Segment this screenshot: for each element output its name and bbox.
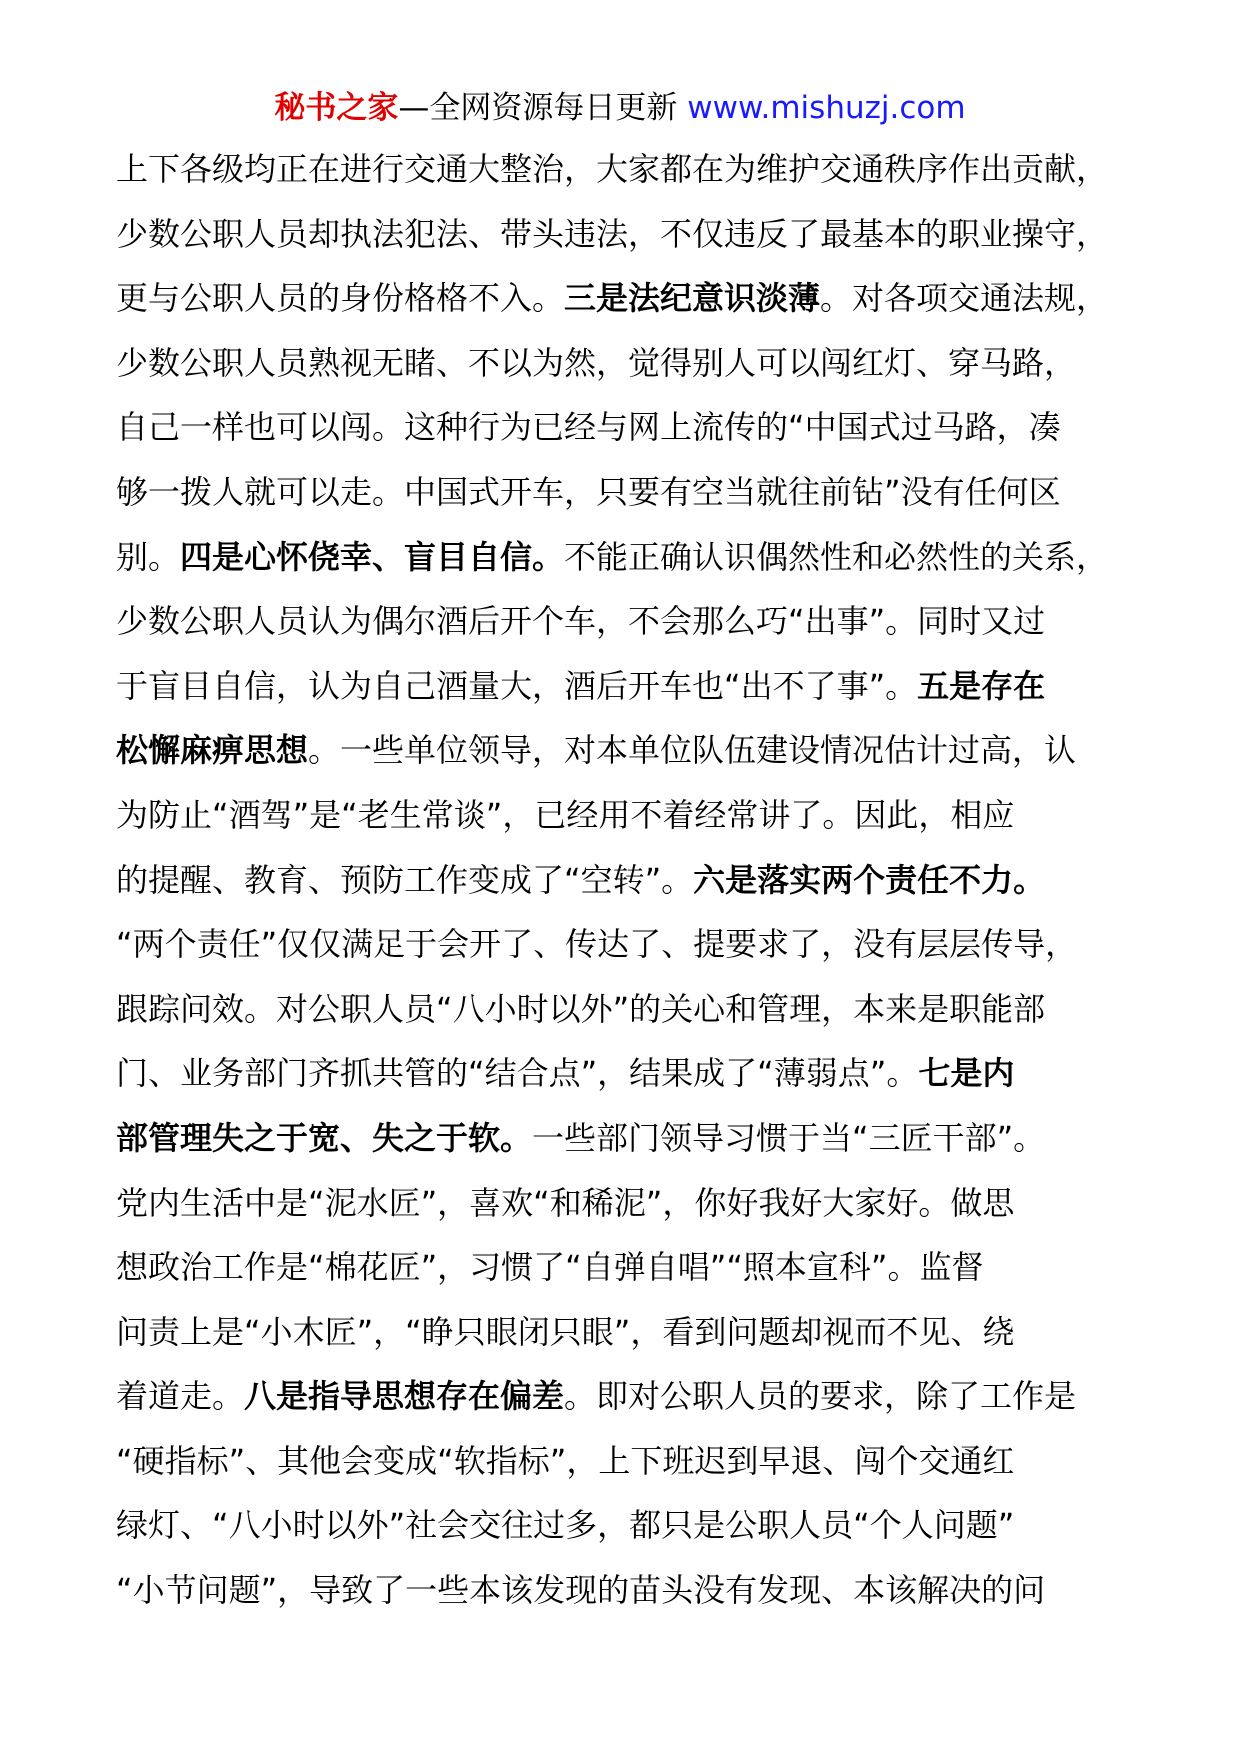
site-url-link[interactable]: www.mishuzj.com [687, 90, 966, 126]
text-line [116, 1558, 1156, 1623]
text-segment: 。对各项交通法规， [820, 279, 1109, 318]
bold-heading-segment: 五是存在 [917, 666, 1046, 705]
site-brand: 秘书之家 [274, 90, 399, 126]
bold-heading-segment: 部管理失之于宽、失之于软。 [116, 1118, 533, 1157]
text-segment: “硬指标”、其他会变成“软指标”，上下班迟到早退、闯个交通红 [116, 1441, 1015, 1480]
text-segment: “两个责任”仅仅满足于会开了、传达了、提要求了，没有层层传导， [116, 925, 1078, 964]
text-segment: 上下各级均正在进行交通大整治，大家都在为维护交通秩序作出贡献， [116, 150, 1109, 188]
text-line [116, 1493, 1156, 1558]
text-segment: 。一些单位领导，对本单位队伍建设情况估计过高，认 [308, 731, 1077, 770]
text-segment: “小节问题”，导致了一些本该发现的苗头没有发现、本该解决的问 [116, 1571, 1046, 1610]
text-segment: 少数公职人员熟视无睹、不以为然，觉得别人可以闯红灯、穿马路， [116, 343, 1077, 382]
text-line [116, 912, 1156, 977]
text-segment: 。即对公职人员的要求，除了工作是 [564, 1377, 1077, 1416]
text-line [116, 654, 1156, 719]
site-tagline: —全网资源每日更新 [398, 90, 678, 126]
text-line [116, 460, 1156, 525]
bold-heading-segment: 三是法纪意识淡薄 [564, 279, 821, 318]
text-segment: 够一拨人就可以走。中国式开车，只要有空当就往前钻”没有任何区 [116, 472, 1061, 511]
text-line [116, 1041, 1156, 1106]
text-segment: 绿灯、“八小时以外”社会交往过多，都只是公职人员“个人问题” [116, 1506, 1015, 1545]
text-line [116, 977, 1156, 1042]
text-segment: 不能正确认识偶然性和必然性的关系， [564, 537, 1109, 576]
bold-heading-segment: 松懈麻痹思想 [116, 731, 309, 770]
text-segment: 党内生活中是“泥水匠”，喜欢“和稀泥”，你好我好大家好。做思 [116, 1183, 1015, 1222]
text-line [116, 266, 1156, 331]
text-segment: 少数公职人员认为偶尔酒后开个车，不会那么巧“出事”。同时又过 [116, 602, 1046, 641]
text-segment: 自己一样也可以闯。这种行为已经与网上流传的“中国式过马路，凑 [116, 408, 1061, 447]
text-line [116, 525, 1156, 590]
article-body [116, 137, 1156, 1623]
text-line [116, 1171, 1156, 1236]
text-line [116, 1429, 1156, 1494]
text-segment: 着道走。 [116, 1377, 245, 1416]
text-line [116, 1235, 1156, 1300]
text-line [116, 1106, 1156, 1171]
text-line [116, 1364, 1156, 1429]
text-line [116, 589, 1156, 654]
text-segment: 别。 [116, 537, 181, 576]
text-segment: 更与公职人员的身份格格不入。 [116, 279, 565, 318]
text-segment: 少数公职人员却执法犯法、带头违法，不仅违反了最基本的职业操守， [116, 214, 1109, 253]
text-segment: 的提醒、教育、预防工作变成了“空转”。 [116, 860, 694, 899]
text-line [116, 331, 1156, 396]
bold-heading-segment: 四是心怀侥幸、盲目自信。 [180, 537, 565, 576]
site-header [0, 86, 1240, 130]
text-line [116, 718, 1156, 783]
text-segment: 问责上是“小木匠”，“睁只眼闭只眼”，看到问题却视而不见、绕 [116, 1312, 1015, 1351]
text-segment: 一些部门领导习惯于当“三匠干部”。 [532, 1118, 1046, 1157]
text-line [116, 395, 1156, 460]
text-line [116, 202, 1156, 267]
bold-heading-segment: 七是内 [918, 1054, 1015, 1093]
bold-heading-segment: 六是落实两个责任不力。 [693, 860, 1046, 899]
text-line [116, 783, 1156, 848]
text-segment: 想政治工作是“棉花匠”，习惯了“自弹自唱”“照本宣科”。监督 [116, 1248, 984, 1287]
text-line [116, 1300, 1156, 1365]
text-segment: 为防止“酒驾”是“老生常谈”，已经用不着经常讲了。因此，相应 [116, 795, 1015, 834]
text-line [116, 137, 1156, 202]
text-segment: 于盲目自信，认为自己酒量大，酒后开车也“出不了事”。 [116, 666, 918, 705]
text-segment: 门、业务部门齐抓共管的“结合点”，结果成了“薄弱点”。 [116, 1054, 919, 1093]
text-segment: 跟踪问效。对公职人员“八小时以外”的关心和管理，本来是职能部 [116, 989, 1046, 1028]
text-line [116, 848, 1156, 913]
bold-heading-segment: 八是指导思想存在偏差 [244, 1377, 565, 1416]
